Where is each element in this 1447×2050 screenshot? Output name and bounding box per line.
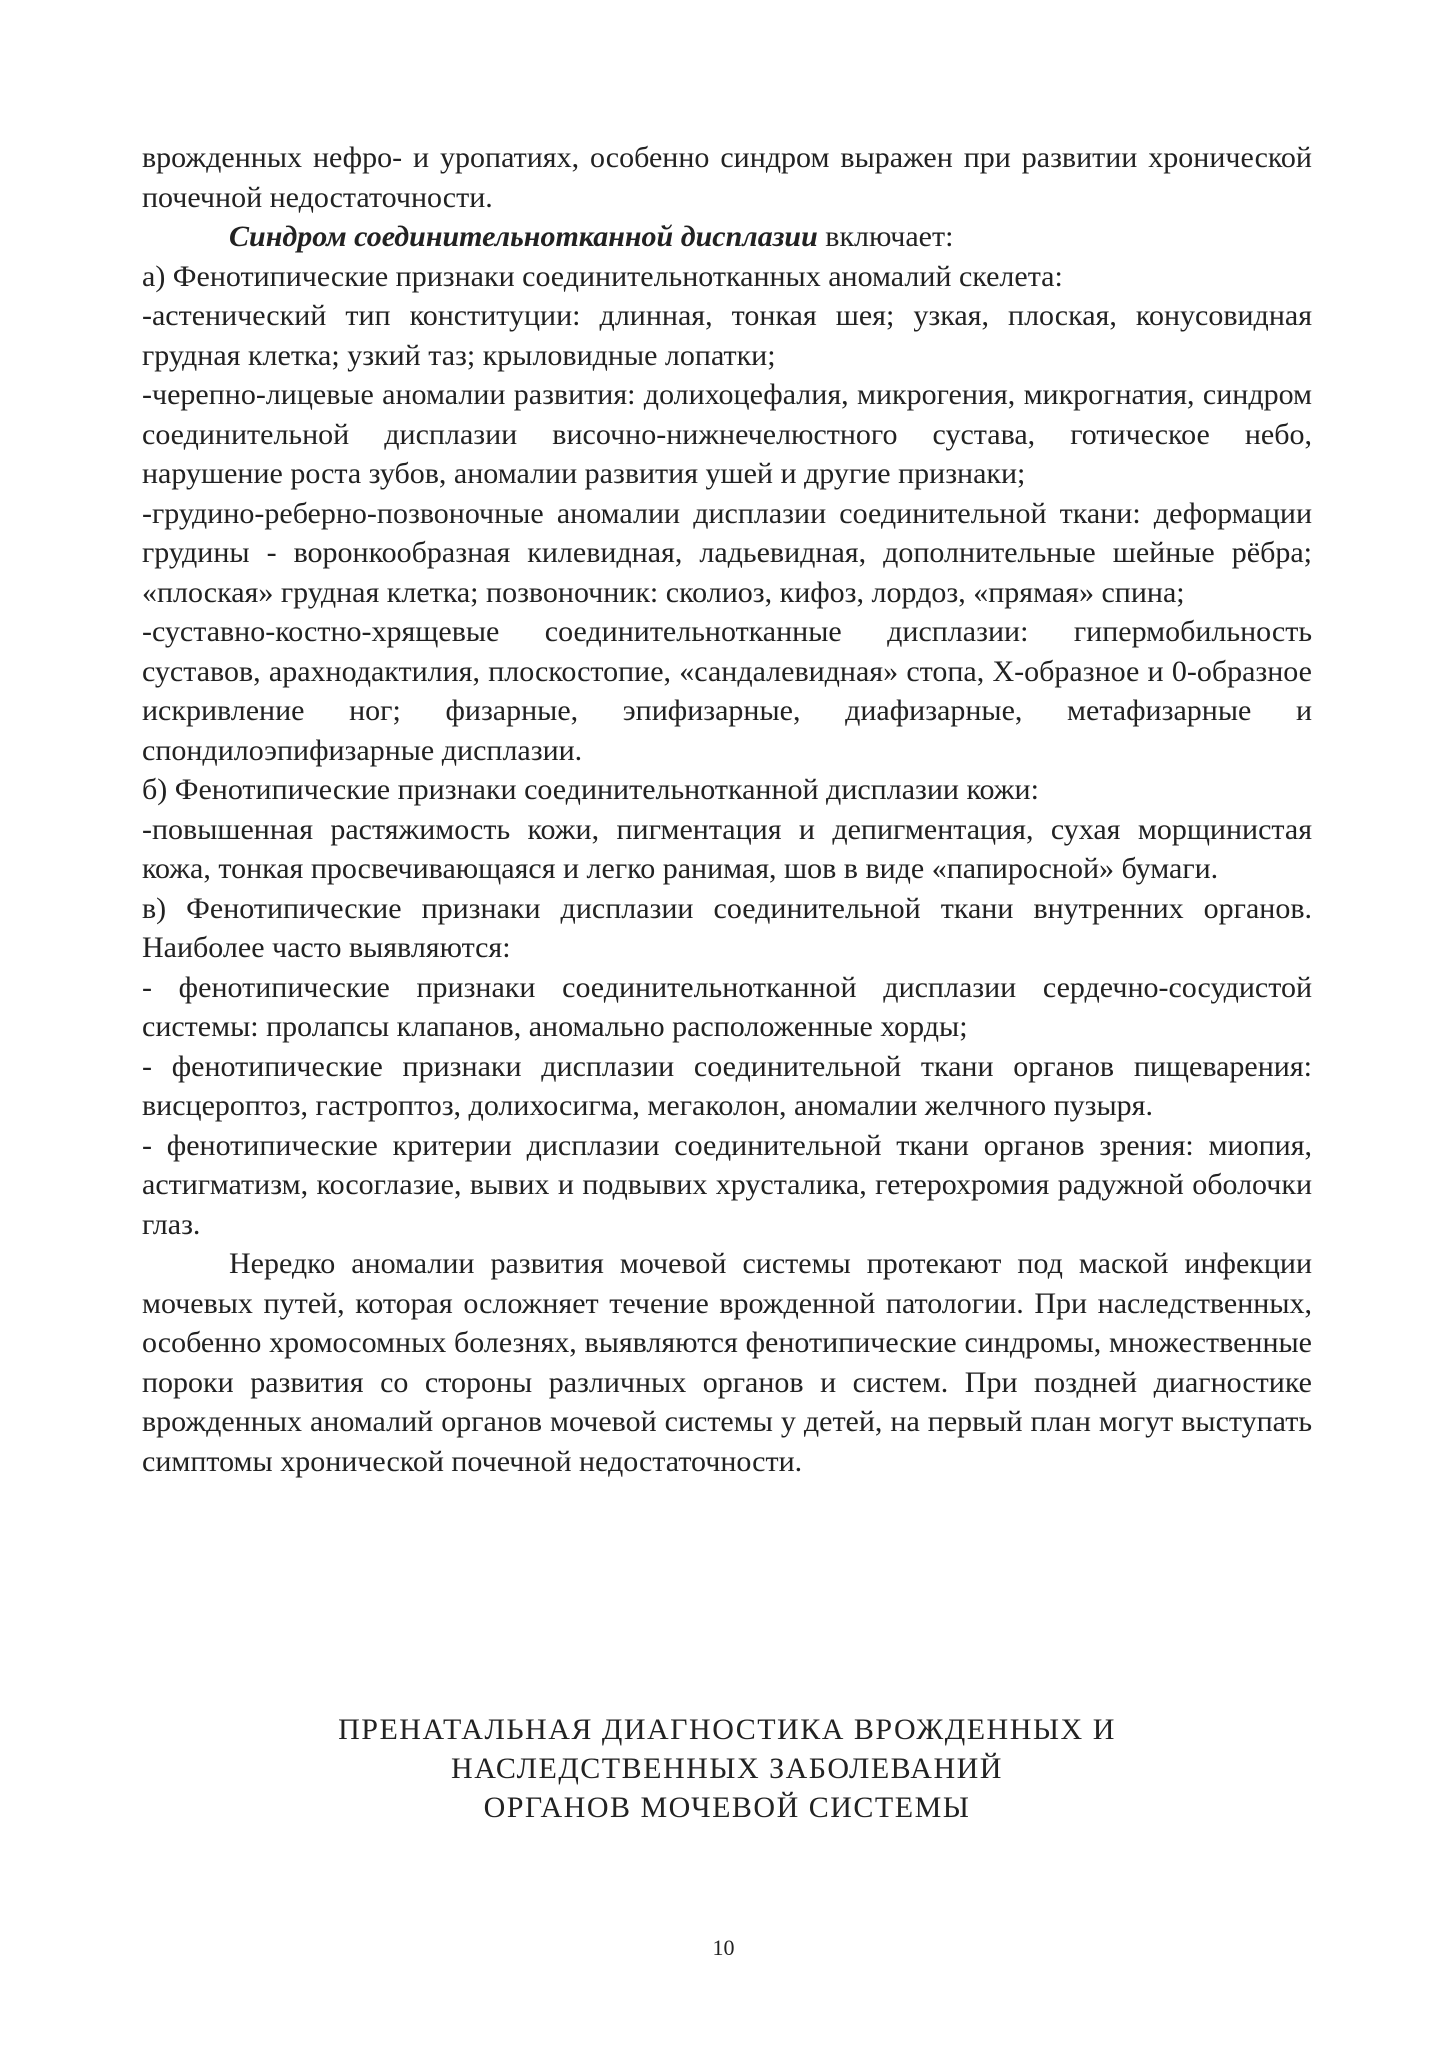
document-body	[142, 138, 1312, 1481]
paragraph-skin-signs-header: б) Фенотипические признаки соединительнотканной дисплазии кожи:	[142, 773, 1039, 806]
syndrome-intro-text: включает:	[817, 220, 954, 253]
paragraph-syndrome-intro	[142, 217, 1312, 257]
paragraph-joint-bone: -суставно-костно-хрящевые соединительнотканные дисплазии: гипермобильность суставов, арахнодактилия, плоскостопие, «сандалевидная» стопа, Х-образное и 0-образное искривление ног; физарные, эпифизарные, диафизарные, метафизарные и спондилоэпифизарные дисплазии.	[142, 615, 1312, 767]
page-number: 10	[712, 1935, 735, 1960]
section-heading-line-1: ПРЕНАТАЛЬНАЯ ДИАГНОСТИКА ВРОЖДЕННЫХ И	[338, 1713, 1116, 1746]
paragraph-vision: - фенотипические критерии дисплазии соединительной ткани органов зрения: миопия, астигматизм, косоглазие, вывих и подвывих хрусталика, гетерохромия радужной оболочки глаз.	[142, 1128, 1312, 1241]
section-heading	[142, 1710, 1312, 1827]
paragraph-thoracic-spinal: -грудино-реберно-позвоночные аномалии дисплазии соединительной ткани: деформации грудины - воронкообразная килевидная, ладьевидная, дополнительные шейные рёбра; «плоская» грудная клетка; позвоночник: сколиоз, кифоз, лордоз, «прямая» спина;	[142, 496, 1312, 609]
paragraph-craniofacial: -черепно-лицевые аномалии развития: долихоцефалия, микрогения, микрогнатия, синдром соединительной дисплазии височно-нижнечелюстного сустава, готическое небо, нарушение роста зубов, аномалии развития ушей и другие признаки;	[142, 378, 1312, 490]
paragraph-cardiovascular: - фенотипические признаки соединительнотканной дисплазии сердечно-сосудистой системы: пролапсы клапанов, аномально расположенные хорды;	[142, 970, 1312, 1043]
section-heading-line-2: НАСЛЕДСТВЕННЫХ ЗАБОЛЕВАНИЙ	[451, 1752, 1003, 1785]
section-heading-line-3: ОРГАНОВ МОЧЕВОЙ СИСТЕМЫ	[483, 1791, 971, 1824]
paragraph-digestive: - фенотипические признаки дисплазии соединительной ткани органов пищеварения: висцероптоз, гастроптоз, долихосигма, мегаколон, аномалии желчного пузыря.	[142, 1049, 1312, 1122]
paragraph-internal-organs-header: в) Фенотипические признаки дисплазии соединительной ткани внутренних органов. Наиболее часто выявляются:	[142, 891, 1312, 964]
paragraph-skeletal-signs-header: а) Фенотипические признаки соединительнотканных аномалий скелета:	[142, 259, 1063, 293]
syndrome-term: Синдром соединительнотканной дисплазии	[229, 220, 818, 253]
paragraph-urinary-anomalies: Нередко аномалии развития мочевой системы протекают под маской инфекции мочевых путей, которая осложняет течение врожденной патологии. При наследственных, особенно хромосомных болезнях, выявляются фенотипические синдромы, множественные пороки развития со стороны различных органов и систем. При поздней диагностике врожденных аномалий органов мочевой системы у детей, на первый план могут выступать симптомы хронической почечной недостаточности.	[142, 1247, 1312, 1478]
paragraph-asthenic-type: -астенический тип конституции: длинная, тонкая шея; узкая, плоская, конусовидная грудная клетка; узкий таз; крыловидные лопатки;	[142, 299, 1312, 372]
paragraph-ckd-continuation: врожденных нефро- и уропатиях, особенно синдром выражен при развитии хронической почечной недостаточности.	[142, 141, 1312, 214]
paragraph-skin-signs: -повышенная растяжимость кожи, пигментация и депигментация, сухая морщинистая кожа, тонкая просвечивающаяся и легко ранимая, шов в виде «папиросной» бумаги.	[142, 812, 1312, 885]
